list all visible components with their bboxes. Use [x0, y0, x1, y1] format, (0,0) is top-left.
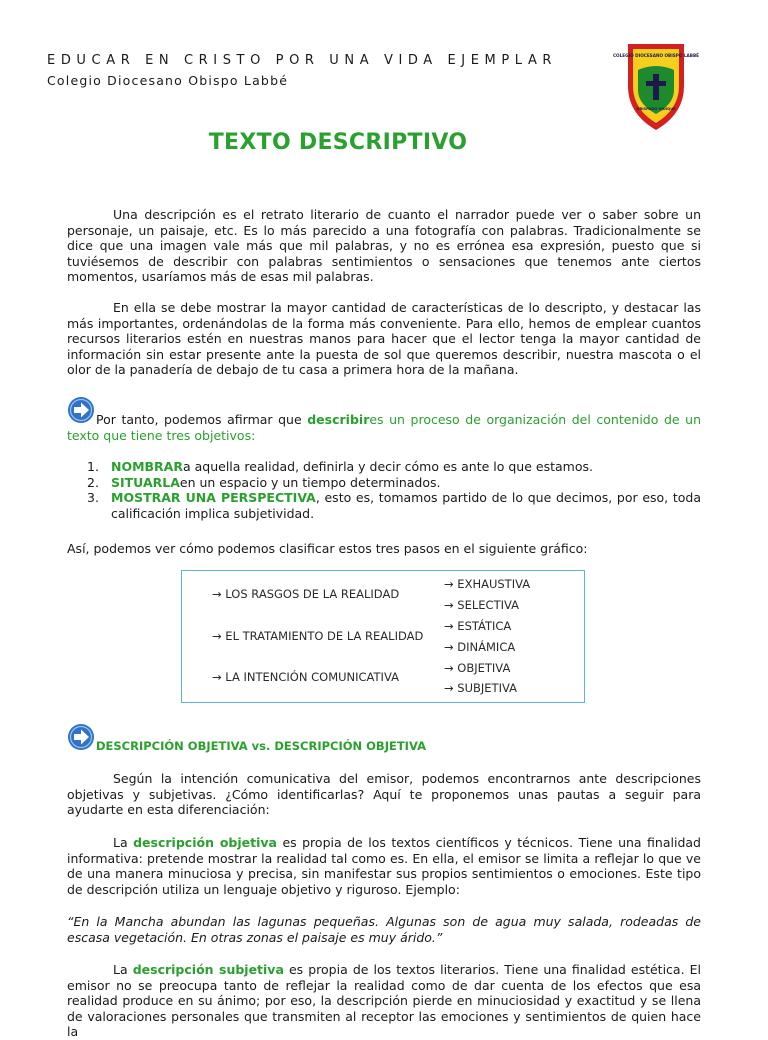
objectives-rest: es un proceso de organización del contenido de un texto que tiene tres objetivos:: [67, 412, 701, 443]
list-term: SITUARLA: [111, 474, 180, 490]
paragraph-characteristics: En ella se debe mostrar la mayor cantidad de características de lo descripto, y destacar las más importantes, ordenándolas de la forma más conveniente. Para ello, hemos de emplear cuantos recursos literarios estén en nuestras manos para hacer que el lector tenga la mayor cantidad de información sin estar presente ante la puesta de sol que queremos describir, nuestra mascota o el olor de la panadería de debajo de tu casa a primera hora de la mañana.: [67, 300, 701, 377]
arrow-right-icon: →: [444, 640, 454, 654]
paragraph-definition: Una descripción es el retrato literario de cuanto el narrador puede ver o saber sobre un personaje, un paisaje, etc. Es lo más parecido a una fotografía con palabras. Tradicionalmente se dice que una imagen vale más que mil palabras, y no es errónea esa expresión, puesto que si tuviésemos de describir con palabras sentimientos o sensaciones que tenemos ante ciertos momentos, usaríamos más de esas mil palabras.: [67, 207, 701, 284]
page-title: TEXTO DESCRIPTIVO: [208, 130, 468, 155]
diagram-row-label: → LOS RASGOS DE LA REALIDAD: [212, 587, 400, 601]
arrow-right-icon: →: [444, 619, 454, 633]
list-term: MOSTRAR UNA PERSPECTIVA: [111, 490, 316, 505]
diagram-option: → SUBJETIVA: [444, 681, 517, 695]
school-name: Colegio Diocesano Obispo Labbé: [47, 73, 289, 88]
list-item: [67, 459, 701, 475]
arrow-right-icon: →: [212, 587, 222, 601]
list-number: 2.: [87, 474, 99, 490]
objectives-lead: Por tanto, podemos afirmar que: [96, 412, 308, 427]
example-quote: “En la Mancha abundan las lagunas pequeñas. Algunas son de agua muy salada, rodeadas de escasa vegetación. En otras zonas el paisaje es muy árido.”: [67, 914, 701, 945]
arrow-right-icon: →: [212, 629, 222, 643]
list-number: 1.: [87, 459, 99, 474]
arrow-right-icon: →: [444, 598, 454, 612]
list-number: 3.: [87, 490, 99, 505]
crest-text-bottom: OBISPADO IQUIQUE: [636, 107, 676, 111]
paragraph-diagram-intro: Así, podemos ver cómo podemos clasificar estos tres pasos en el siguiente gráfico:: [67, 541, 588, 556]
arrow-right-icon: →: [444, 661, 454, 675]
diagram-row-label: → EL TRATAMIENTO DE LA REALIDAD: [212, 629, 424, 643]
crest-text-top: COLEGIO DIOCESANO OBISPO LABBÉ: [612, 53, 700, 58]
term-describir: describir: [307, 412, 370, 427]
diagram-option: → ESTÁTICA: [444, 619, 512, 633]
list-item: [67, 475, 701, 491]
diagram-option: → OBJETIVA: [444, 661, 511, 675]
objectives-list: [67, 459, 701, 521]
paragraph-objective: La descripción objetiva es propia de los textos científicos y técnicos. Tiene una finalidad informativa: pretende mostrar la realidad tal como es. En ella, el emisor se limita a reflejar lo que ve de una manera minuciosa y precisa, sin manifestar sus propios sentimientos o emociones. Este tipo de descripción utiliza un lenguaje objetivo y riguroso. Ejemplo:: [67, 835, 701, 897]
list-item: [67, 490, 701, 521]
arrow-right-icon: →: [444, 577, 454, 591]
diagram-row-label: → LA INTENCIÓN COMUNICATIVA: [212, 670, 399, 684]
classification-diagram: [181, 570, 585, 703]
list-term: NOMBRAR: [111, 459, 183, 474]
list-text: , esto es, tomamos partido de lo que decimos, por eso, toda calificación implica subjetividad.: [111, 490, 701, 521]
list-text: en un espacio y un tiempo determinados.: [179, 474, 441, 490]
arrow-right-icon: →: [444, 681, 454, 695]
paragraph-intention: Según la intención comunicativa del emisor, podemos encontrarnos ante descripciones objetivas y subjetivas. ¿Cómo identificarlas? Aquí te proponemos unas pautas a seguir para ayudarte en esta diferenciación:: [67, 771, 701, 817]
diagram-option: → SELECTIVA: [444, 598, 519, 612]
term-descripcion-objetiva: descripción objetiva: [133, 835, 277, 850]
header-motto: EDUCAR EN CRISTO POR UNA VIDA EJEMPLAR: [47, 53, 558, 68]
term-descripcion-subjetiva: descripción subjetiva: [132, 962, 284, 977]
arrow-circle-icon: [67, 723, 95, 751]
diagram-option: → DINÁMICA: [444, 640, 516, 654]
arrow-right-icon: →: [212, 670, 222, 684]
paragraph-subjective: La descripción subjetiva es propia de los textos literarios. Tiene una finalidad estética. El emisor no se preocupa tanto de reflejar la realidad como de dar cuenta de los efectos que esa realidad produce en su ánimo; por eso, la descripción pierde en minuciosidad y exactitud y se llena de valoraciones personales que transmiten al receptor las emociones y sentimientos de quien hace la: [67, 962, 702, 1039]
section-heading: DESCRIPCIÓN OBJETIVA vs. DESCRIPCIÓN OBJETIVA: [96, 739, 426, 753]
list-text: a aquella realidad, definirla y decir cómo es ante lo que estamos.: [182, 459, 593, 474]
school-crest-icon: [612, 40, 700, 132]
paragraph-objectives-intro: [67, 412, 701, 443]
diagram-option: → EXHAUSTIVA: [444, 577, 531, 591]
